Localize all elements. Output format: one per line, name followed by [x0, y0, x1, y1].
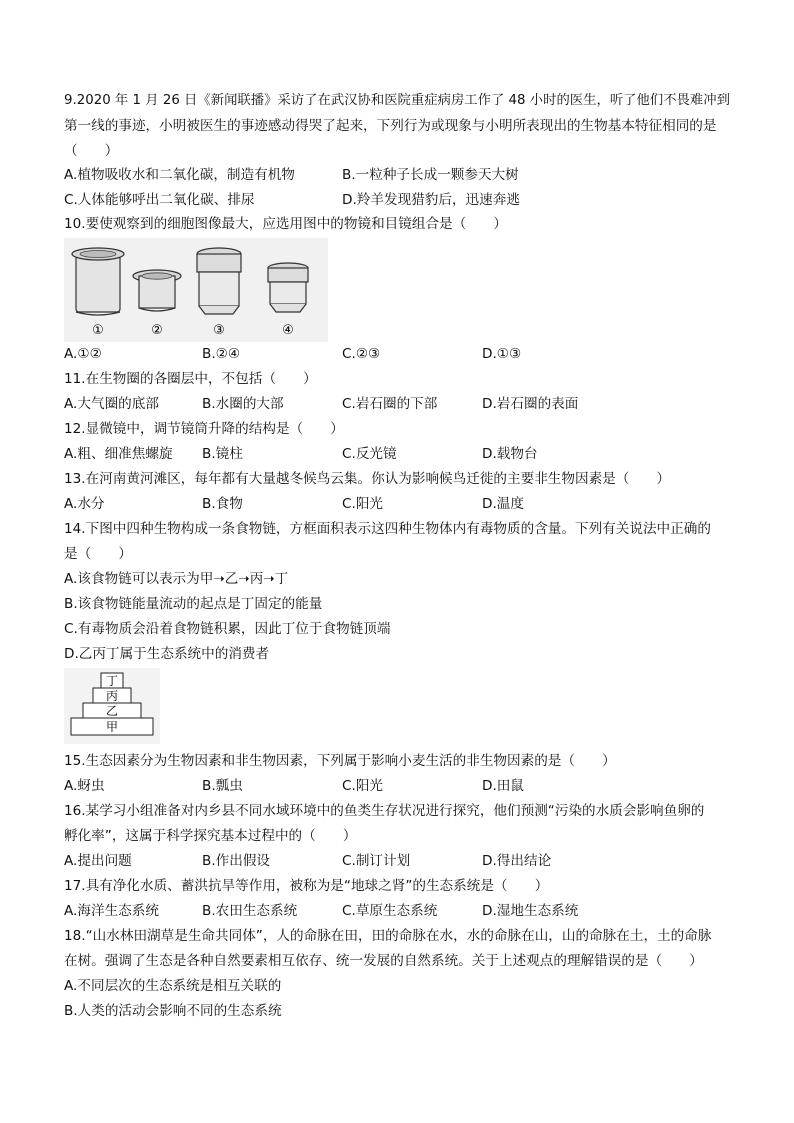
- q9-option-d: D.羚羊发现猎豹后，迅速奔逃: [342, 192, 520, 208]
- lens-label-1: ①: [92, 323, 104, 338]
- toxin-pyramid: [64, 668, 160, 744]
- q14-option-c: C.有毒物质会沿着食物链积累，因此丁位于食物链顶端: [64, 621, 391, 637]
- q10-option-d: D.①③: [482, 346, 522, 362]
- q13-option-c: C.阳光: [342, 496, 384, 512]
- q10-option-b: B.②④: [202, 346, 241, 362]
- q12-option-a: A.粗、细准焦螺旋: [64, 446, 173, 462]
- q14-option-d: D.乙丙丁属于生态系统中的消费者: [64, 646, 270, 662]
- q11-option-c: C.岩石圈的下部: [342, 396, 438, 412]
- q16-option-b: B.作出假设: [202, 853, 271, 869]
- q16-option-c: C.制订计划: [342, 853, 411, 869]
- q14-stem-line2: 是（ ）: [64, 546, 132, 562]
- q13-option-b: B.食物: [202, 496, 243, 512]
- q15-option-d: D.田鼠: [482, 778, 524, 794]
- pyramid-label-jia: 甲: [105, 720, 119, 734]
- q17-option-a: A.海洋生态系统: [64, 903, 159, 919]
- pyramid-label-ding: 丁: [105, 674, 119, 688]
- q14-option-b: B.该食物链能量流动的起点是丁固定的能量: [64, 596, 323, 612]
- q13-option-d: D.温度: [482, 496, 524, 512]
- q18-stem-line1: 18.“山水林田湖草是生命共同体”，人的命脉在田，田的命脉在水，水的命脉在山，山的命脉在土，土的命脉: [64, 928, 712, 944]
- q16-option-d: D.得出结论: [482, 853, 552, 869]
- q17-option-c: C.草原生态系统: [342, 903, 438, 919]
- pyramid-label-bing: 丙: [105, 689, 119, 703]
- q14-stem-line1: 14.下图中四种生物构成一条食物链，方框面积表示这四种生物体内有毒物质的含量。下列有关说法中正确的: [64, 521, 711, 537]
- q13-option-a: A.水分: [64, 496, 105, 512]
- lens-label-3: ③: [213, 323, 225, 338]
- q12-option-c: C.反光镜: [342, 446, 397, 462]
- lens-label-4: ④: [282, 323, 294, 338]
- eyepiece-long-icon: [72, 248, 124, 315]
- q11-option-a: A.大气圈的底部: [64, 396, 159, 412]
- q18-option-b: B.人类的活动会影响不同的生态系统: [64, 1003, 282, 1019]
- q9-option-c: C.人体能够呼出二氧化碳、排尿: [64, 192, 255, 208]
- q16-stem-line1: 16.某学习小组准备对内乡县不同水域环境中的鱼类生存状况进行探究，他们预测“污染的水质会影响鱼卵的: [64, 803, 705, 819]
- q11-stem: 11.在生物圈的各圈层中，不包括（ ）: [64, 371, 317, 387]
- q10-stem: 10.要使观察到的细胞图像最大，应选用图中的物镜和目镜组合是（ ）: [64, 216, 508, 232]
- q18-option-a: A.不同层次的生态系统是相互关联的: [64, 978, 282, 994]
- q10-option-c: C.②③: [342, 346, 381, 362]
- q15-option-b: B.瓢虫: [202, 778, 243, 794]
- lens-illustration: [64, 238, 328, 342]
- q18-stem-line2: 在树。强调了生态是各种自然要素相互依存、统一发展的自然系统。关于上述观点的理解错误的是（ ）: [64, 953, 703, 969]
- pyramid-label-yi: 乙: [105, 704, 119, 718]
- q9-stem-line2: 第一线的事迹，小明被医生的事迹感动得哭了起来，下列行为或现象与小明所表现出的生物基本特征相同的是: [64, 118, 717, 134]
- lens-label-2: ②: [151, 323, 163, 338]
- q9-stem-line1: 9.2020 年 1 月 26 日《新闻联播》采访了在武汉协和医院重症病房工作了 48 小时的医生，听了他们不畏难冲到: [64, 93, 730, 108]
- q13-stem: 13.在河南黄河滩区，每年都有大量越冬候鸟云集。你认为影响候鸟迁徙的主要非生物因素是（ ）: [64, 471, 671, 487]
- q11-option-d: D.岩石圈的表面: [482, 396, 579, 412]
- eyepiece-short-icon: [133, 270, 181, 311]
- q15-option-a: A.蚜虫: [64, 778, 105, 794]
- q11-option-b: B.水圈的大部: [202, 396, 284, 412]
- q10-option-a: A.①②: [64, 346, 102, 362]
- objective-long-icon: [197, 248, 241, 314]
- q12-stem: 12.显微镜中，调节镜筒升降的结构是（ ）: [64, 421, 344, 437]
- q15-stem: 15.生态因素分为生物因素和非生物因素，下列属于影响小麦生活的非生物因素的是（ ）: [64, 753, 616, 769]
- lens-figure: [64, 238, 328, 342]
- q17-option-b: B.农田生态系统: [202, 903, 298, 919]
- q14-option-a: A.该食物链可以表示为甲➝乙➝丙➝丁: [64, 571, 289, 587]
- q12-option-d: D.载物台: [482, 446, 538, 462]
- objective-short-icon: [268, 263, 308, 312]
- q9-option-a: A.植物吸收水和二氧化碳，制造有机物: [64, 167, 295, 183]
- q17-option-d: D.湿地生态系统: [482, 903, 579, 919]
- toxin-pyramid-figure: [64, 668, 160, 744]
- q17-stem: 17.具有净化水质、蓄洪抗旱等作用，被称为是“地球之肾”的生态系统是（ ）: [64, 878, 549, 894]
- q9-option-b: B.一粒种子长成一颗参天大树: [342, 167, 519, 183]
- q16-stem-line2: 孵化率”，这属于科学探究基本过程中的（ ）: [64, 828, 357, 844]
- q15-option-c: C.阳光: [342, 778, 384, 794]
- q9-stem-line3: （ ）: [64, 143, 119, 159]
- q16-option-a: A.提出问题: [64, 853, 132, 869]
- q12-option-b: B.镜柱: [202, 446, 243, 462]
